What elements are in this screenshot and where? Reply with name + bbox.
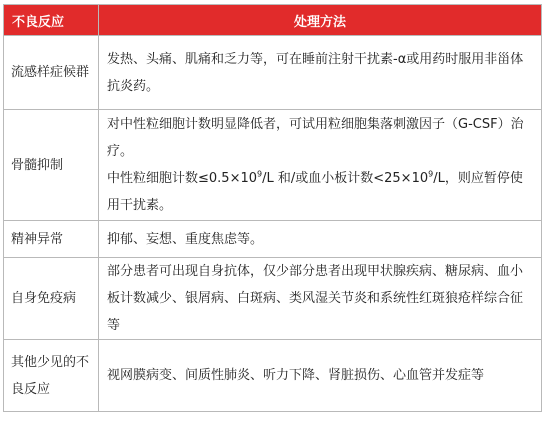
row-content: 抑郁、妄想、重度焦虑等。 bbox=[99, 221, 542, 258]
adverse-reaction-table bbox=[3, 4, 542, 412]
table-row bbox=[4, 36, 542, 110]
table-row bbox=[4, 110, 542, 221]
row-name: 流感样症候群 bbox=[4, 36, 99, 110]
row-content bbox=[99, 110, 542, 221]
row-name: 其他少见的不良反应 bbox=[4, 340, 99, 412]
superscript: 9 bbox=[428, 169, 434, 179]
table-header-row bbox=[4, 5, 542, 36]
row-content-line2-a: 中性粒细胞计数≤0.5×10 bbox=[107, 171, 258, 186]
table-row bbox=[4, 221, 542, 258]
row-content: 视网膜病变、间质性肺炎、听力下降、肾脏损伤、心血管并发症等 bbox=[99, 340, 542, 412]
table-row bbox=[4, 258, 542, 340]
header-adverse-reaction: 不良反应 bbox=[4, 5, 99, 36]
superscript: 9 bbox=[257, 169, 263, 179]
row-content-line2-b: /L 和/或血小板计数<25×10 bbox=[262, 171, 429, 186]
row-name: 骨髓抑制 bbox=[4, 110, 99, 221]
row-content: 发热、头痛、肌痛和乏力等，可在睡前注射干扰素-α或用药时服用非甾体抗炎药。 bbox=[99, 36, 542, 110]
row-name: 自身免疫病 bbox=[4, 258, 99, 340]
header-treatment: 处理方法 bbox=[99, 5, 542, 36]
row-content: 部分患者可出现自身抗体，仅少部分患者出现甲状腺疾病、糖尿病、血小板计数减少、银屑病、白斑病、类风湿关节炎和系统性红斑狼疮样综合征等 bbox=[99, 258, 542, 340]
row-name: 精神异常 bbox=[4, 221, 99, 258]
table-row bbox=[4, 340, 542, 412]
row-content-line1: 对中性粒细胞计数明显降低者，可试用粒细胞集落刺激因子（G-CSF）治疗。 bbox=[107, 117, 524, 159]
row-content-line2-c: /L，则应暂停使用干扰素。 bbox=[107, 171, 523, 213]
